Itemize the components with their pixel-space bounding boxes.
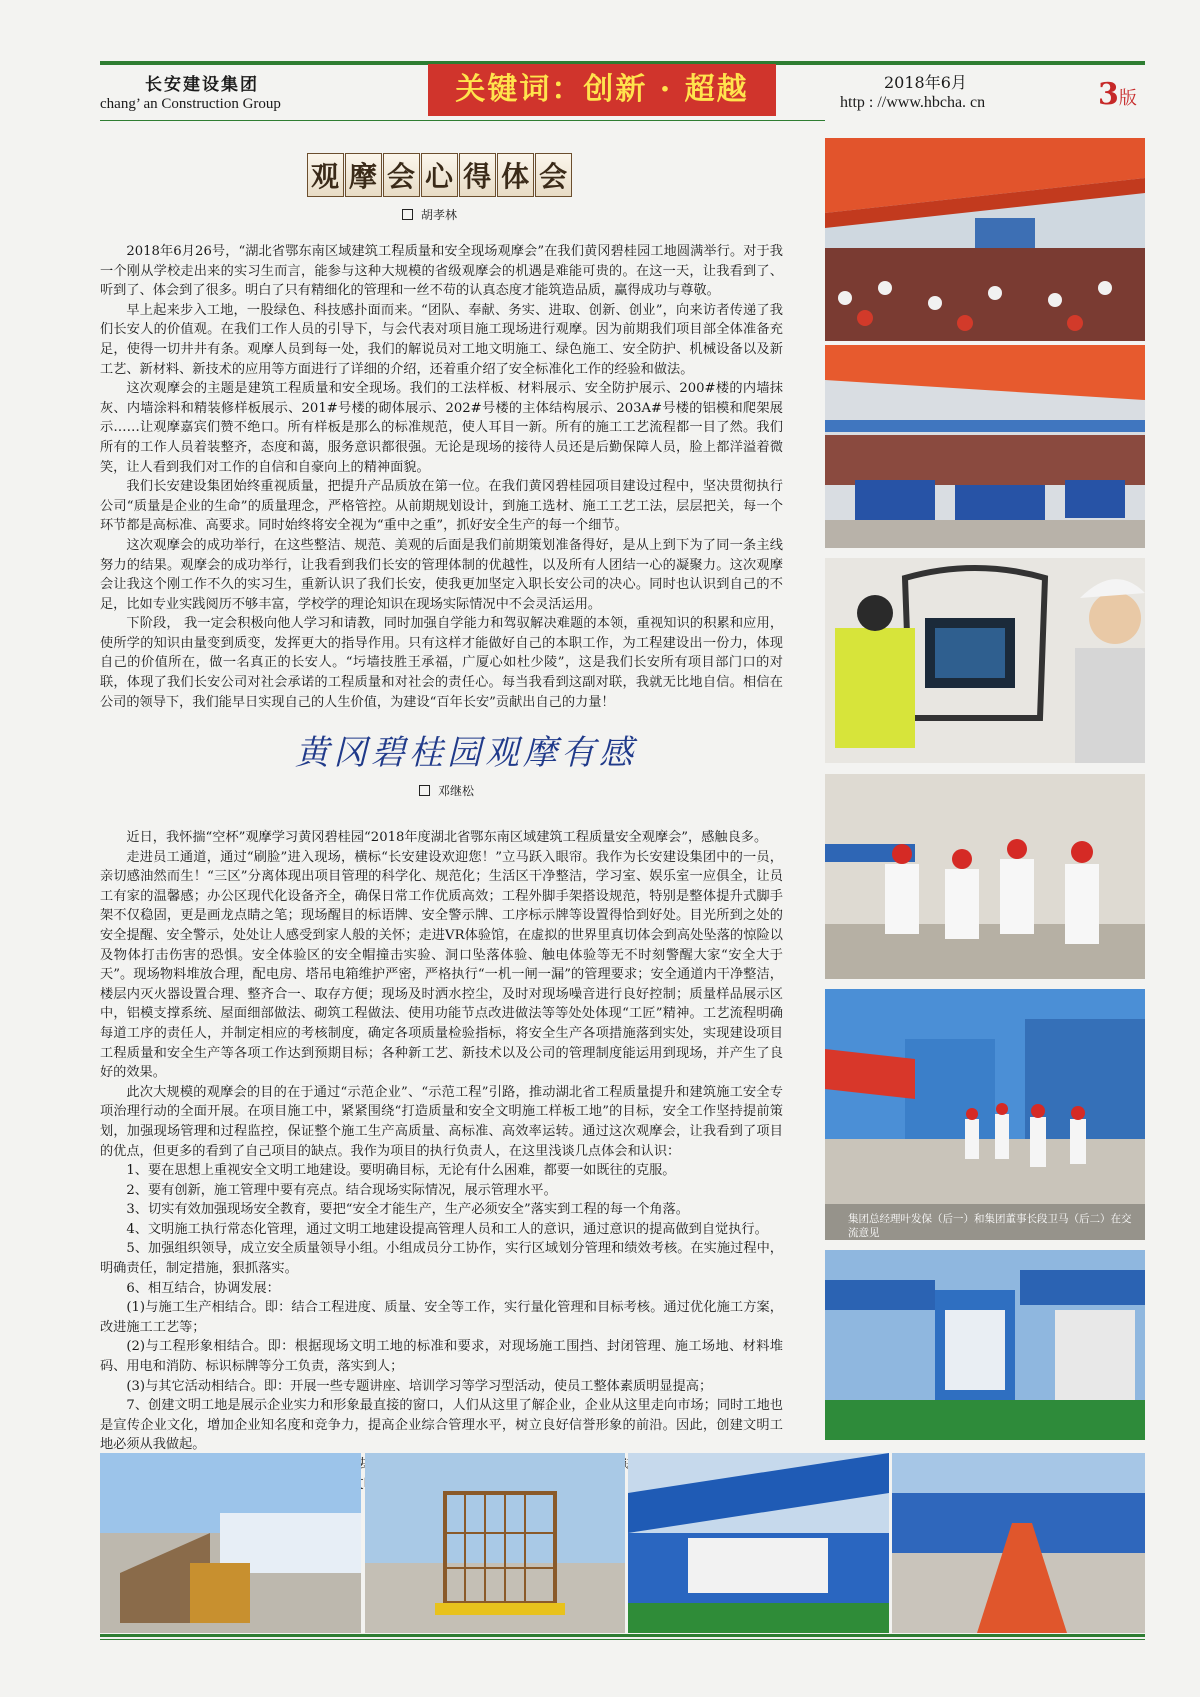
photo-meeting-tables bbox=[825, 345, 1145, 548]
paragraph: 走进员工通道，通过“刷脸”进入现场，横标“长安建设欢迎您！”立马跃入眼帘。我作为长安建设集团中的一员，亲切感油然而生！“三区”分离体现出项目管理的科学化、规范化；生活区干净整洁，学习室、娱乐室一应俱全，让员工有家的温馨感；办公区现代化设备齐全，确保日常工作优质高效；工程外脚手架搭设规范，特别是整体提升式脚手架不仅稳固，更是画龙点睛之笔；现场醒目的标语牌、安全警示牌、工序标示牌等设置得恰到好处。目光所到之处的安全提醒、安全警示，处处让人感受到家人般的关怀；走进VR体验馆，在虚拟的世界里真切体会到高处坠落的惊险以及物体打击伤害的恐惧。安全体验区的安全帽撞击实验、洞口坠落体验、触电体验等无不时刻警醒大家“安全大于天”。现场物料堆放合理，配电房、塔吊电箱维护严密，严格执行“一机一闸一漏”的管理要求；安全通道内干净整洁，楼层内灭火器设置合理、整齐合一、取存方便；现场及时洒水控尘，及时对现场噪音进行良好控制；质量样品展示区中，铝模支撑系统、屋面细部做法、砌筑工程做法、使用功能节点改进做法等等处处体现“工匠”精神。工艺流程明确每道工序的责任人，并制定相应的考核制度，确定各项质量检验指标，将安全生产各项措施落到实处，实现建设项目工程质量和安全生产等各项工作达到预期目标；各种新工艺、新技术以及公司的管理制度能运用到现场，并产生了良好的效果。 bbox=[100, 849, 783, 1081]
list-item: 6、相互结合，协调发展： bbox=[126, 1280, 280, 1296]
square-bullet-icon bbox=[402, 209, 413, 220]
title-char: 体 bbox=[497, 153, 534, 197]
footer-rule bbox=[100, 1634, 1145, 1637]
list-item: 1、要在思想上重视安全文明工地建设。要明确目标，无论有什么困难，都要一如既往的克服。 bbox=[126, 1163, 676, 1179]
paragraph: 早上起来步入工地，一股绿色、科技感扑面而来。“团队、奉献、务实、进取、创新、创业”，向来访者传递了我们长安人的价值观。在我们工作人员的引导下，与会代表对项目施工现场进行观摩。因为前期我们项目部全体准备充足，使得一切井井有条。观摩人员到每一处，我们的解说员对工地文明施工、绿色施工、安全防护、机械设备以及新工艺、新材料、新技术的应用等方面进行了详细的介绍，还着重介绍了安全标准化工作的经验和做法。 bbox=[100, 302, 783, 377]
keyword-banner: 关键词：创新 · 超越 bbox=[428, 64, 776, 116]
page-unit: 版 bbox=[1118, 88, 1137, 109]
photo-red-walkway bbox=[892, 1453, 1145, 1633]
photo-stair-sample bbox=[100, 1453, 361, 1633]
article2-title: 黄冈碧桂园观摩有感 bbox=[295, 733, 637, 773]
page-number bbox=[1098, 77, 1137, 112]
photo-audience-tent bbox=[825, 138, 1145, 341]
list-item: 7、创建文明工地是展示企业实力和形象最直接的窗口，人们从这里了解企业，企业从这里走向市场；同时工地也是宣传企业文化，增加企业知名度和竞争力，提高企业综合管理水平，树立良好信誉形象的前沿。因此，创建文明工地必须从我做起。 bbox=[100, 1398, 783, 1453]
title-char: 观 bbox=[307, 153, 344, 197]
list-item: 2、要有创新，施工管理中要有亮点。结合现场实际情况，展示管理水平。 bbox=[126, 1182, 557, 1198]
list-item: 5、加强组织领导，成立安全质量领导小组。小组成员分工协作，实行区域划分管理和绩效考核。在实施过程中，明确责任，制定措施，狠抓落实。 bbox=[100, 1241, 783, 1277]
photo-rebar-sample bbox=[365, 1453, 625, 1633]
list-item: 4、文明施工执行常态化管理，通过文明工地建设提高管理人员和工人的意识，通过意识的提高做到自觉执行。 bbox=[126, 1221, 768, 1237]
photo-blue-fence bbox=[628, 1453, 889, 1633]
title-char: 心 bbox=[421, 153, 458, 197]
org-name-en: chang’ an Construction Group bbox=[100, 96, 281, 112]
author-name: 邓继松 bbox=[438, 784, 475, 798]
article1-title bbox=[307, 153, 573, 197]
footer-rule-thin bbox=[100, 1639, 1145, 1640]
page-num: 3 bbox=[1098, 77, 1119, 112]
paragraph: 此次大规模的观摩会的目的在于通过“示范企业”、“示范工程”引路，推动湖北省工程质量提升和建筑施工安全专项治理行动的全面开展。在项目施工中，紧紧围绕“打造质量和安全文明施工样板工地”的目标，安全工作坚持提前策划，加强现场管理和过程监控，保证整个施工生产高质量、高标准、高效率运转。通过这次观摩会，让我看到了项目的优点，但更多的看到了自己项目的缺点。我作为项目的执行负责人，在这里浅谈几点体会和认识： bbox=[100, 1084, 783, 1159]
paragraph: 近日，我怀揣“空杯”观摩学习黄冈碧桂园“2018年度湖北省鄂东南区域建筑工程质量安全观摩会”，感触良多。 bbox=[126, 830, 768, 845]
list-item: (3)与其它活动相结合。即：开展一些专题讲座、培训学习等学习型活动，使员工整体素质明显提高； bbox=[126, 1378, 713, 1394]
title-char: 得 bbox=[459, 153, 496, 197]
title-char: 会 bbox=[535, 153, 572, 197]
article1-author bbox=[402, 206, 457, 223]
photo-caption: 集团总经理叶发保（后一）和集团董事长段卫马（后二）在交流意见 bbox=[848, 1213, 1132, 1239]
website-url: http : //www.hbcha. cn bbox=[840, 94, 986, 111]
header-bottom-rule bbox=[100, 120, 825, 121]
paragraph: 我们长安建设集团始终重视质量，把提升产品质放在第一位。在我们黄冈碧桂园项目建设过程中，坚决贯彻执行公司“质量是企业的生命”的质量理念，严格管控。从前期规划设计，到施工选材、施工工艺工法，层层把关，每一个环节都是高标准、高要求。同时始终将安全视为“重中之重”，抓好安全生产的每一个细节。 bbox=[100, 479, 783, 534]
list-item: (2)与工程形象相结合。即：根据现场文明工地的标准和要求，对现场施工围挡、封闭管理、施工场地、材料堆码、用电和消防、标识标牌等分工负责，落实到人； bbox=[100, 1339, 783, 1375]
photo-site-walk bbox=[825, 989, 1145, 1240]
paragraph: 下阶段， 我一定会积极向他人学习和请教，同时加强自学能力和驾驭解决难题的本领，重视知识的积累和应用，使所学的知识由量变到质变，发挥更大的指导作用。只有这样才能做好自己的本职工作，为工程建设出一份力，体现自己的价值所在，做一名真正的长安人。“圬墙技胜王承福，广厦心如杜少陵”，这是我们长安所有项目部门口的对联，体现了我们长安公司对社会承诺的工程质量和对社会的责任心。每当我看到这副对联，我就无比地自信。相信在公司的领导下，我们能早日实现自己的人生价值，为建设“百年长安”贡献出自己的力量！ bbox=[100, 616, 783, 710]
title-char: 会 bbox=[383, 153, 420, 197]
list-item: (1)与施工生产相结合。即：结合工程进度、质量、安全等工作，实行量化管理和目标考核。通过优化施工方案，改进施工工艺等； bbox=[100, 1300, 783, 1335]
list-item: 3、切实有效加强现场安全教育，要把“安全才能生产，生产必须安全”落实到工程的每一个角落。 bbox=[126, 1202, 689, 1218]
title-char: 摩 bbox=[345, 153, 382, 197]
photo-inspection-group bbox=[825, 774, 1145, 979]
org-name-cn: 长安建设集团 bbox=[145, 75, 259, 95]
article2-author bbox=[419, 782, 474, 799]
paragraph: 这次观摩会的主题是建筑工程质量和安全现场。我们的工法样板、材料展示、安全防护展示、200#楼的内墙抹灰、内墙涂料和精装修样板展示、201#号楼的砌体展示、202#号楼的主体结构展示、203A#号楼的铝模和爬架展示……让观摩嘉宾们赞不绝口。所有样板是那么的标准规范，使人耳目一新。所有的施工工艺流程都一目了然。我们所有的工作人员着装整齐，态度和蔼，服务意识都很强。无论是现场的接待人员还是后勤保障人员，脸上都洋溢着微笑，让人看到我们对工作的自信和自豪向上的精神面貌。 bbox=[100, 381, 783, 475]
photo-booth-display bbox=[825, 1250, 1145, 1440]
paragraph: 2018年6月26号，“湖北省鄂东南区域建筑工程质量和安全现场观摩会”在我们黄冈碧桂园工地圆满举行。对于我一个刚从学校走出来的实习生而言，能参与这种大规模的省级观摩会的机遇是难能可贵的。在这一天，让我看到了、听到了、体会到了很多。明白了只有精细化的管理和一丝不苟的认真态度才能筑造品质，赢得成功与尊敬。 bbox=[100, 244, 783, 299]
author-name: 胡孝林 bbox=[421, 208, 458, 222]
paragraph: 这次观摩会的成功举行，在这些整洁、规范、美观的后面是我们前期策划准备得好，是从上到下为了同一条主线努力的结果。观摩会的成功举行，让我看到我们长安的管理体制的优越性，以及所有人团结一心的凝聚力。这次观摩会让我这个刚工作不久的实习生，重新认识了我们长安，使我更加坚定入职长安公司的决心。同时也认识到自己的不足，比如专业实践阅历不够丰富，学校学的理论知识在现场实际情况中不会灵活运用。 bbox=[100, 537, 783, 612]
photo-vr-experience bbox=[825, 558, 1145, 763]
article2-body bbox=[100, 828, 783, 1494]
article1-body bbox=[100, 242, 783, 712]
issue-date: 2018年6月 bbox=[884, 73, 967, 92]
square-bullet-icon bbox=[419, 785, 430, 796]
